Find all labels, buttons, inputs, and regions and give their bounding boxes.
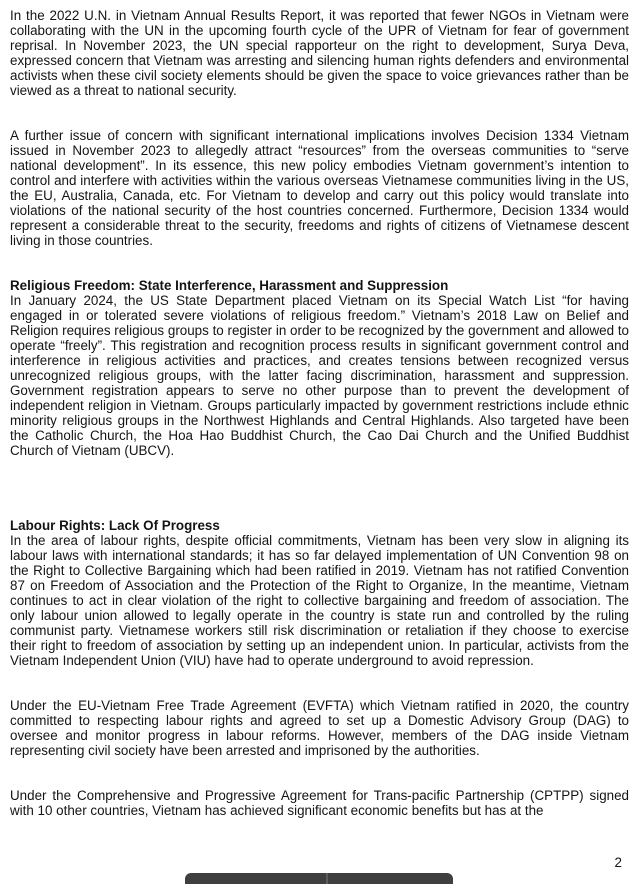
paragraph-religious-freedom: In January 2024, the US State Department placed Vietnam on its Special Watch List “for having engaged in or tolerated severe violations of religious freedom.” Vietnam’s 2018 Law on Belief and Religion requires religious groups to register in order to be recognized by the government and allowed to operate “freely”. This registration and recognition process results in significant government control and interference in religious activities and practices, and creates tensions between recognized versus unrecognized religious groups, with the latter facing discrimination, harassment and suppression. Government registration appears to serve no other purpose than to prevent the development of independent religion in Vietnam. Groups particularly impacted by government restrictions include ethnic minority religious groups in the Northwest Highlands and Central Highlands. Also targeted have been the Catholic Church, the Hoa Hao Buddhist Church, the Cao Dai Church and the Unified Buddhist Church of Vietnam (UBCV). [10,293,629,458]
toolbar-divider-icon [326,873,328,884]
heading-labour-rights: Labour Rights: Lack Of Progress [10,518,220,533]
page-number: 2 [614,855,622,870]
document-body [10,8,629,818]
paragraph-decision-1334: A further issue of concern with significant international implications involves Decision 1334 Vietnam issued in November 2023 to allegedly attract “resources” from the overseas communities to “serve national development”. In its essence, this new policy embodies Vietnam government’s intention to control and interfere with activities within the various overseas Vietnamese communities living in the US, the EU, Australia, Canada, etc. For Vietnam to develop and carry out this policy would translate into violations of the national security of the host countries concerned. Furthermore, Decision 1334 would represent a considerable threat to the security, freedoms and rights of citizens of Vietnamese descent living in those countries. [10,128,629,248]
section-labour-rights [10,518,629,668]
section-religious-freedom [10,278,629,458]
paragraph-labour-rights: In the area of labour rights, despite official commitments, Vietnam has been very slow in aligning its labour laws with international standards; it has so far delayed implementation of UN Convention 98 on the Right to Collective Bargaining which had been ratified in 2019. Vietnam has not ratified Convention 87 on Freedom of Association and the Protection of the Right to Organize, In the meantime, Vietnam continues to act in clear violation of the right to collective bargaining and freedom of association. The only labour union allowed to legally operate in the country is state run and controlled by the ruling communist party. Vietnamese workers still risk discrimination or retaliation if they choose to exercise their right to freedom of association by setting up an independent union. In particular, activists from the Vietnam Independent Union (VIU) have had to operate underground to avoid repression. [10,533,629,668]
paragraph-evfta: Under the EU-Vietnam Free Trade Agreement (EVFTA) which Vietnam ratified in 2020, the country committed to respecting labour rights and agreed to set up a Domestic Advisory Group (DAG) to oversee and monitor progress in labour reforms. However, members of the DAG inside Vietnam representing civil society have been arrested and imprisoned by the authorities. [10,698,629,758]
paragraph-cptpp: Under the Comprehensive and Progressive Agreement for Trans-pacific Partnership (CPTPP) signed with 10 other countries, Vietnam has achieved significant economic benefits but has at the [10,788,629,818]
paragraph-un-report: In the 2022 U.N. in Vietnam Annual Results Report, it was reported that fewer NGOs in Vietnam were collaborating with the UN in the upcoming fourth cycle of the UPR of Vietnam for fear of government reprisal. In November 2023, the UN special rapporteur on the right to development, Surya Deva, expressed concern that Vietnam was arresting and silencing human rights defenders and environmental activists when these civil society elements should be given the space to voice grievances rather than be viewed as a threat to national security. [10,8,629,98]
heading-religious-freedom: Religious Freedom: State Interference, Harassment and Suppression [10,278,449,293]
viewer-toolbar[interactable] [185,873,453,884]
